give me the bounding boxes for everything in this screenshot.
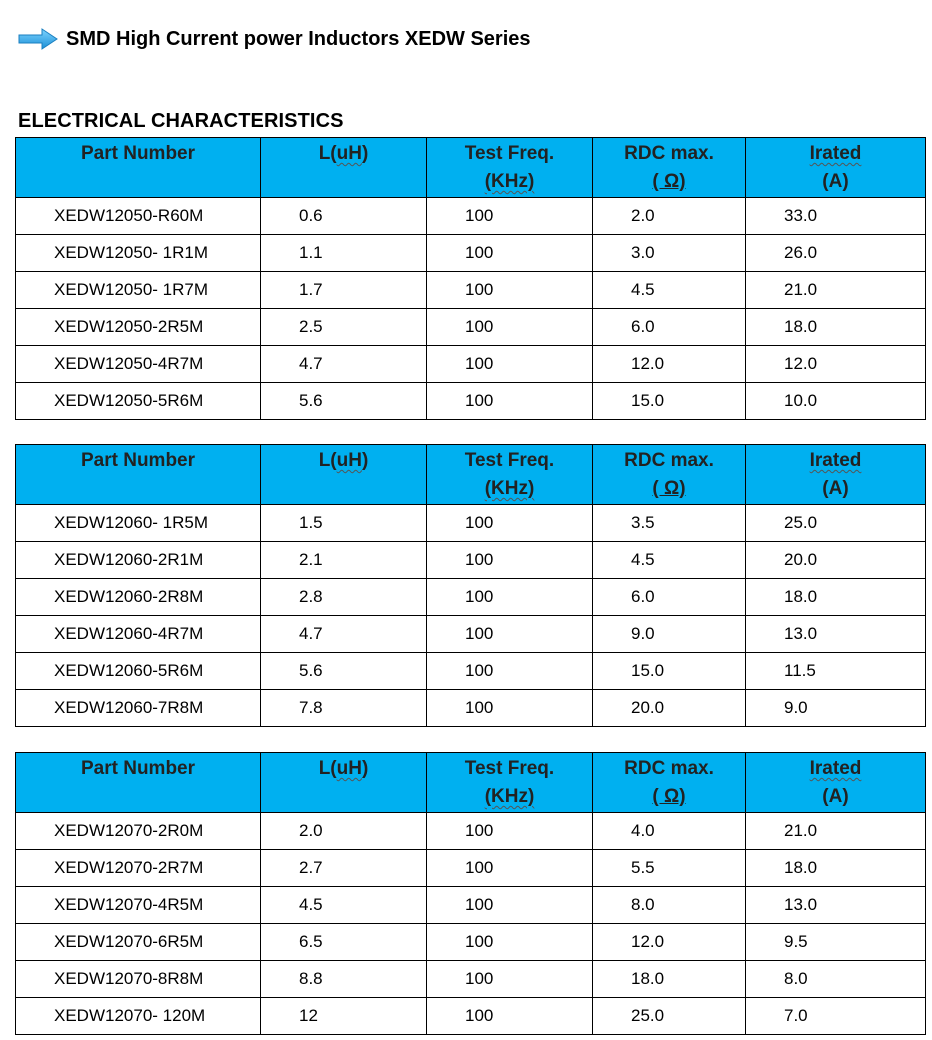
cell-irated: 18.0 (746, 309, 926, 346)
cell-test-freq: 100 (427, 505, 593, 542)
spec-table (15, 444, 926, 727)
cell-test-freq: 100 (427, 309, 593, 346)
cell-test-freq: 100 (427, 542, 593, 579)
table-row (16, 579, 926, 616)
col-header-inductance: L(uH) (261, 138, 427, 198)
right-arrow-icon (18, 28, 58, 50)
cell-test-freq: 100 (427, 653, 593, 690)
cell-inductance: 2.5 (261, 309, 427, 346)
cell-part-number: XEDW12070-4R5M (16, 887, 261, 924)
cell-irated: 13.0 (746, 616, 926, 653)
table-row (16, 653, 926, 690)
cell-rdc: 4.0 (593, 813, 746, 850)
table-row (16, 690, 926, 727)
cell-part-number: XEDW12070-2R7M (16, 850, 261, 887)
col-header-test-freq: Test Freq. (KHz) (427, 445, 593, 505)
cell-rdc: 6.0 (593, 579, 746, 616)
cell-irated: 9.0 (746, 690, 926, 727)
cell-test-freq: 100 (427, 887, 593, 924)
cell-test-freq: 100 (427, 924, 593, 961)
cell-part-number: XEDW12070-6R5M (16, 924, 261, 961)
cell-test-freq: 100 (427, 346, 593, 383)
cell-part-number: XEDW12050-5R6M (16, 383, 261, 420)
table-row (16, 383, 926, 420)
col-header-test-freq: Test Freq. (KHz) (427, 138, 593, 198)
table-row (16, 887, 926, 924)
table-row (16, 924, 926, 961)
cell-test-freq: 100 (427, 272, 593, 309)
cell-inductance: 2.0 (261, 813, 427, 850)
cell-irated: 33.0 (746, 198, 926, 235)
cell-irated: 8.0 (746, 961, 926, 998)
cell-rdc: 25.0 (593, 998, 746, 1035)
cell-part-number: XEDW12050- 1R7M (16, 272, 261, 309)
cell-part-number: XEDW12050- 1R1M (16, 235, 261, 272)
cell-test-freq: 100 (427, 813, 593, 850)
cell-irated: 13.0 (746, 887, 926, 924)
table-row (16, 616, 926, 653)
cell-rdc: 12.0 (593, 346, 746, 383)
col-header-rdc: RDC max. ( Ω) (593, 445, 746, 505)
cell-inductance: 2.8 (261, 579, 427, 616)
col-header-rdc: RDC max. ( Ω) (593, 138, 746, 198)
cell-rdc: 4.5 (593, 542, 746, 579)
table-header-row (16, 753, 926, 813)
cell-rdc: 3.5 (593, 505, 746, 542)
cell-inductance: 4.5 (261, 887, 427, 924)
cell-rdc: 5.5 (593, 850, 746, 887)
table-row (16, 998, 926, 1035)
table-row (16, 542, 926, 579)
cell-inductance: 0.6 (261, 198, 427, 235)
cell-inductance: 1.1 (261, 235, 427, 272)
cell-part-number: XEDW12060-5R6M (16, 653, 261, 690)
cell-rdc: 8.0 (593, 887, 746, 924)
col-header-rdc: RDC max. ( Ω) (593, 753, 746, 813)
cell-test-freq: 100 (427, 383, 593, 420)
table-row (16, 850, 926, 887)
col-header-inductance: L(uH) (261, 445, 427, 505)
cell-inductance: 12 (261, 998, 427, 1035)
col-header-part-number: Part Number (16, 753, 261, 813)
section-heading: ELECTRICAL CHARACTERISTICS (18, 110, 344, 132)
cell-inductance: 7.8 (261, 690, 427, 727)
cell-irated: 10.0 (746, 383, 926, 420)
table-row (16, 346, 926, 383)
cell-rdc: 2.0 (593, 198, 746, 235)
col-header-irated: Irated (A) (746, 138, 926, 198)
cell-inductance: 2.7 (261, 850, 427, 887)
table-header-row (16, 445, 926, 505)
cell-irated: 11.5 (746, 653, 926, 690)
table-row (16, 272, 926, 309)
col-header-part-number: Part Number (16, 445, 261, 505)
cell-inductance: 5.6 (261, 383, 427, 420)
cell-part-number: XEDW12060- 1R5M (16, 505, 261, 542)
spec-table (15, 137, 926, 420)
cell-inductance: 2.1 (261, 542, 427, 579)
cell-inductance: 1.7 (261, 272, 427, 309)
cell-irated: 12.0 (746, 346, 926, 383)
cell-rdc: 12.0 (593, 924, 746, 961)
cell-irated: 20.0 (746, 542, 926, 579)
cell-inductance: 4.7 (261, 346, 427, 383)
table-row (16, 235, 926, 272)
cell-part-number: XEDW12050-2R5M (16, 309, 261, 346)
cell-part-number: XEDW12070-8R8M (16, 961, 261, 998)
spec-table (15, 752, 926, 1035)
cell-irated: 9.5 (746, 924, 926, 961)
cell-test-freq: 100 (427, 198, 593, 235)
cell-rdc: 9.0 (593, 616, 746, 653)
document-title: SMD High Current power Inductors XEDW Series (66, 27, 531, 50)
cell-inductance: 8.8 (261, 961, 427, 998)
cell-rdc: 6.0 (593, 309, 746, 346)
cell-rdc: 4.5 (593, 272, 746, 309)
cell-irated: 7.0 (746, 998, 926, 1035)
cell-part-number: XEDW12050-R60M (16, 198, 261, 235)
table-header-row (16, 138, 926, 198)
cell-part-number: XEDW12060-4R7M (16, 616, 261, 653)
col-header-inductance: L(uH) (261, 753, 427, 813)
table-row (16, 505, 926, 542)
table-row (16, 198, 926, 235)
col-header-test-freq: Test Freq. (KHz) (427, 753, 593, 813)
cell-inductance: 6.5 (261, 924, 427, 961)
cell-irated: 21.0 (746, 272, 926, 309)
col-header-irated: Irated (A) (746, 445, 926, 505)
cell-inductance: 1.5 (261, 505, 427, 542)
cell-irated: 25.0 (746, 505, 926, 542)
cell-rdc: 18.0 (593, 961, 746, 998)
cell-part-number: XEDW12060-7R8M (16, 690, 261, 727)
cell-part-number: XEDW12060-2R8M (16, 579, 261, 616)
cell-test-freq: 100 (427, 616, 593, 653)
col-header-part-number: Part Number (16, 138, 261, 198)
cell-rdc: 15.0 (593, 653, 746, 690)
cell-part-number: XEDW12050-4R7M (16, 346, 261, 383)
cell-irated: 21.0 (746, 813, 926, 850)
cell-irated: 18.0 (746, 579, 926, 616)
table-row (16, 813, 926, 850)
cell-test-freq: 100 (427, 579, 593, 616)
cell-inductance: 5.6 (261, 653, 427, 690)
cell-test-freq: 100 (427, 850, 593, 887)
cell-part-number: XEDW12070-2R0M (16, 813, 261, 850)
cell-test-freq: 100 (427, 690, 593, 727)
table-row (16, 309, 926, 346)
cell-rdc: 15.0 (593, 383, 746, 420)
cell-irated: 18.0 (746, 850, 926, 887)
cell-inductance: 4.7 (261, 616, 427, 653)
cell-test-freq: 100 (427, 998, 593, 1035)
cell-test-freq: 100 (427, 235, 593, 272)
cell-irated: 26.0 (746, 235, 926, 272)
cell-part-number: XEDW12060-2R1M (16, 542, 261, 579)
document-title-row (18, 26, 531, 52)
cell-part-number: XEDW12070- 120M (16, 998, 261, 1035)
col-header-irated: Irated (A) (746, 753, 926, 813)
table-row (16, 961, 926, 998)
cell-test-freq: 100 (427, 961, 593, 998)
cell-rdc: 20.0 (593, 690, 746, 727)
cell-rdc: 3.0 (593, 235, 746, 272)
